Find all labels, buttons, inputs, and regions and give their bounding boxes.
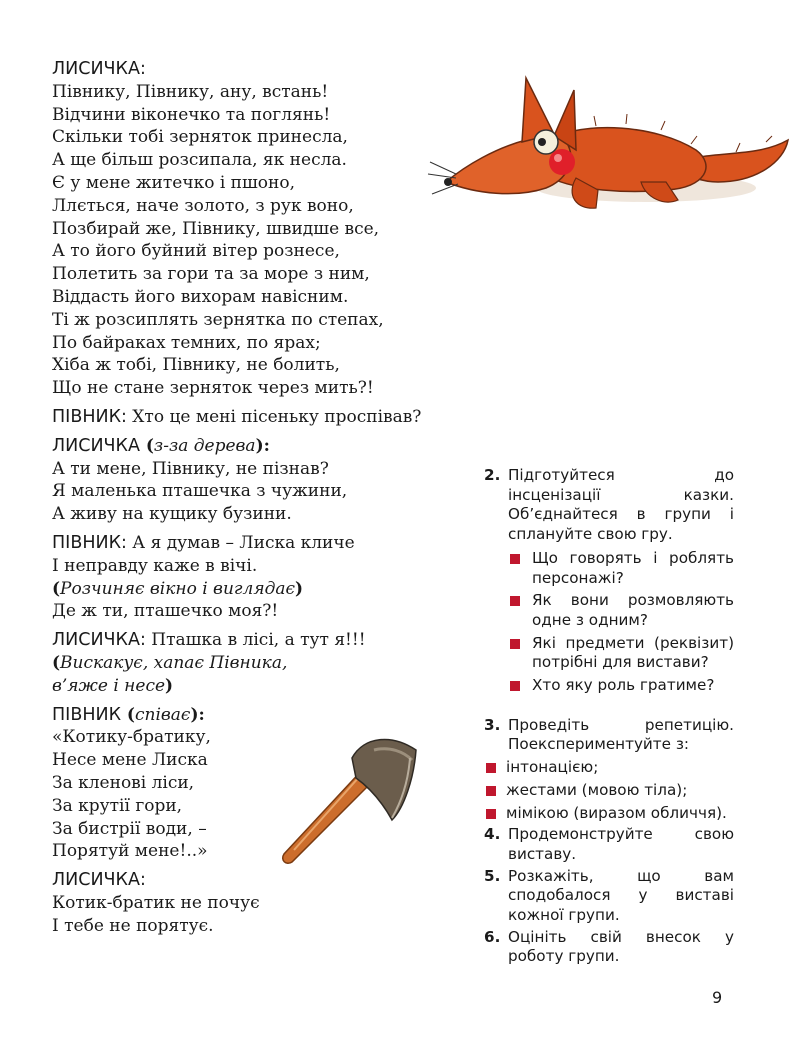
verse-line: Де ж ти, пташечко моя?!	[52, 601, 279, 622]
bullet-list	[508, 549, 734, 696]
verse-line: «Котику-братику,	[52, 727, 211, 748]
fox-speech-4	[52, 866, 522, 937]
stage-direction: з-за дерева	[153, 435, 256, 456]
list-item: жестами (мовою тіла);	[484, 781, 734, 801]
verse-line: Що не стане зерняток через мить?!	[52, 378, 374, 399]
speaker-rooster: ПІВНИК	[52, 704, 122, 725]
task-number: 2.	[484, 466, 501, 484]
bullet-list	[484, 758, 734, 823]
stage-direction-line: в’яже і несе)	[52, 675, 174, 696]
verse-line: Відчини віконечко та поглянь!	[52, 104, 331, 125]
stage-direction: в’яже і несе	[52, 675, 166, 696]
list-item: Як вони розмовляють одне з одним?	[508, 591, 734, 630]
bullet-square-icon	[486, 763, 496, 773]
paren-open: (	[121, 704, 135, 725]
bullet-square-icon	[510, 639, 520, 649]
task-item	[484, 928, 734, 967]
speaker-fox: ЛИСИЧКА	[52, 435, 140, 456]
bullet-square-icon	[486, 809, 496, 819]
task-text: Проведіть репетицію. Поекспериментуйте з:	[508, 715, 734, 754]
list-item: Хто яку роль гратиме?	[508, 676, 734, 696]
verse-line: А живу на кущику бузини.	[52, 504, 292, 525]
verse-inline: Пташка в лісі, а тут я!!!	[145, 630, 366, 651]
bullet-square-icon	[510, 596, 520, 606]
task-text: Продемонструйте свою виставу.	[508, 825, 734, 863]
verse-line: Я маленька пташечка з чужини,	[52, 481, 348, 502]
task-number: 5.	[484, 866, 501, 885]
verse-line: А ще більш розсипала, як несла.	[52, 150, 347, 171]
verse-line: І неправду каже в вічі.	[52, 555, 258, 576]
task-text: Підготуйтеся до інсценізації казки. Об’єднайтеся в групи і сплануйте свою гру.	[508, 466, 734, 544]
verse-line: Позбирай же, Півнику, швидше все,	[52, 218, 380, 239]
verse-inline: А я думав – Лиска кличе	[126, 532, 355, 553]
task-number: 6.	[484, 927, 501, 946]
stage-direction-line: (Вискакує, хапає Півника,	[52, 652, 288, 673]
verse-line: За кленові ліси,	[52, 772, 195, 793]
task-item	[484, 825, 734, 864]
list-item: інтонацією;	[484, 758, 734, 778]
task-item	[484, 716, 734, 755]
rooster-speech-1	[52, 406, 522, 429]
paren-open: (	[139, 435, 154, 456]
paren-close: ):	[255, 435, 270, 456]
verse-line: Котик-братик не почує	[52, 892, 260, 913]
task-item	[484, 466, 734, 696]
verse-line: За крутії гори,	[52, 795, 183, 816]
speaker-fox: ЛИСИЧКА:	[52, 630, 146, 651]
verse-line: Віддасть його вихорам навісним.	[52, 286, 349, 307]
verse-line: За бистрії води, –	[52, 818, 207, 839]
task-text: Розкажіть, що вам сподобалося у виставі кожної групи.	[508, 866, 734, 925]
verse-line: По байраках темних, по ярах;	[52, 332, 321, 353]
speaker-fox: ЛИСИЧКА:	[52, 59, 146, 79]
verse-line: Порятуй мене!..»	[52, 841, 208, 862]
task-item	[484, 867, 734, 926]
verse-line: Ті ж розсиплять зернятка по степах,	[52, 309, 384, 330]
verse-line: А ти мене, Півнику, не пізнав?	[52, 458, 329, 479]
stage-direction-line: (Розчиняє вікно і виглядає)	[52, 578, 304, 599]
fox-speech-2	[52, 435, 522, 526]
bullet-square-icon	[510, 554, 520, 564]
stage-direction: Розчиняє вікно і виглядає	[60, 578, 296, 599]
speaker-rooster: ПІВНИК:	[52, 532, 127, 553]
verse-inline: Хто це мені пісеньку проспівав?	[126, 406, 422, 427]
stage-direction: співає	[134, 704, 191, 725]
fox-speech-3	[52, 629, 522, 697]
stage-direction: Вискакує, хапає Півника,	[60, 652, 288, 673]
verse-line: А то його буйний вітер рознесе,	[52, 241, 340, 262]
task-text: Оцініть свій внесок у роботу групи.	[508, 927, 734, 966]
task-number: 3.	[484, 715, 501, 734]
speaker-rooster: ПІВНИК:	[52, 406, 127, 427]
verse-line: Ллється, наче золото, з рук воно,	[52, 195, 354, 216]
verse-line: Скільки тобі зерняток принесла,	[52, 127, 348, 148]
fox-illustration	[426, 70, 796, 220]
verse-line: І тебе не порятує.	[52, 915, 214, 936]
list-item: мімікою (виразом обличчя).	[484, 804, 734, 824]
paren-close: ):	[190, 704, 205, 725]
bullet-square-icon	[510, 681, 520, 691]
task-number: 4.	[484, 825, 501, 844]
task-list	[484, 466, 734, 967]
verse-line: Несе мене Лиска	[52, 750, 208, 771]
verse-line: Півнику, Півнику, ану, встань!	[52, 81, 329, 102]
page-number: 9	[712, 988, 723, 1007]
speaker-fox: ЛИСИЧКА:	[52, 870, 146, 891]
list-item: Що говорять і роблять персонажі?	[508, 549, 734, 588]
list-item: Які предмети (реквізит) потрібні для вистави?	[508, 634, 734, 673]
verse-line: Хіба ж тобі, Півнику, не болить,	[52, 355, 340, 376]
verse-line: Полетить за гори та за море з ним,	[52, 264, 370, 285]
verse-line: Є у мене житечко і пшоно,	[52, 172, 296, 193]
rooster-speech-2	[52, 532, 522, 623]
axe-illustration	[264, 728, 424, 878]
bullet-square-icon	[486, 786, 496, 796]
